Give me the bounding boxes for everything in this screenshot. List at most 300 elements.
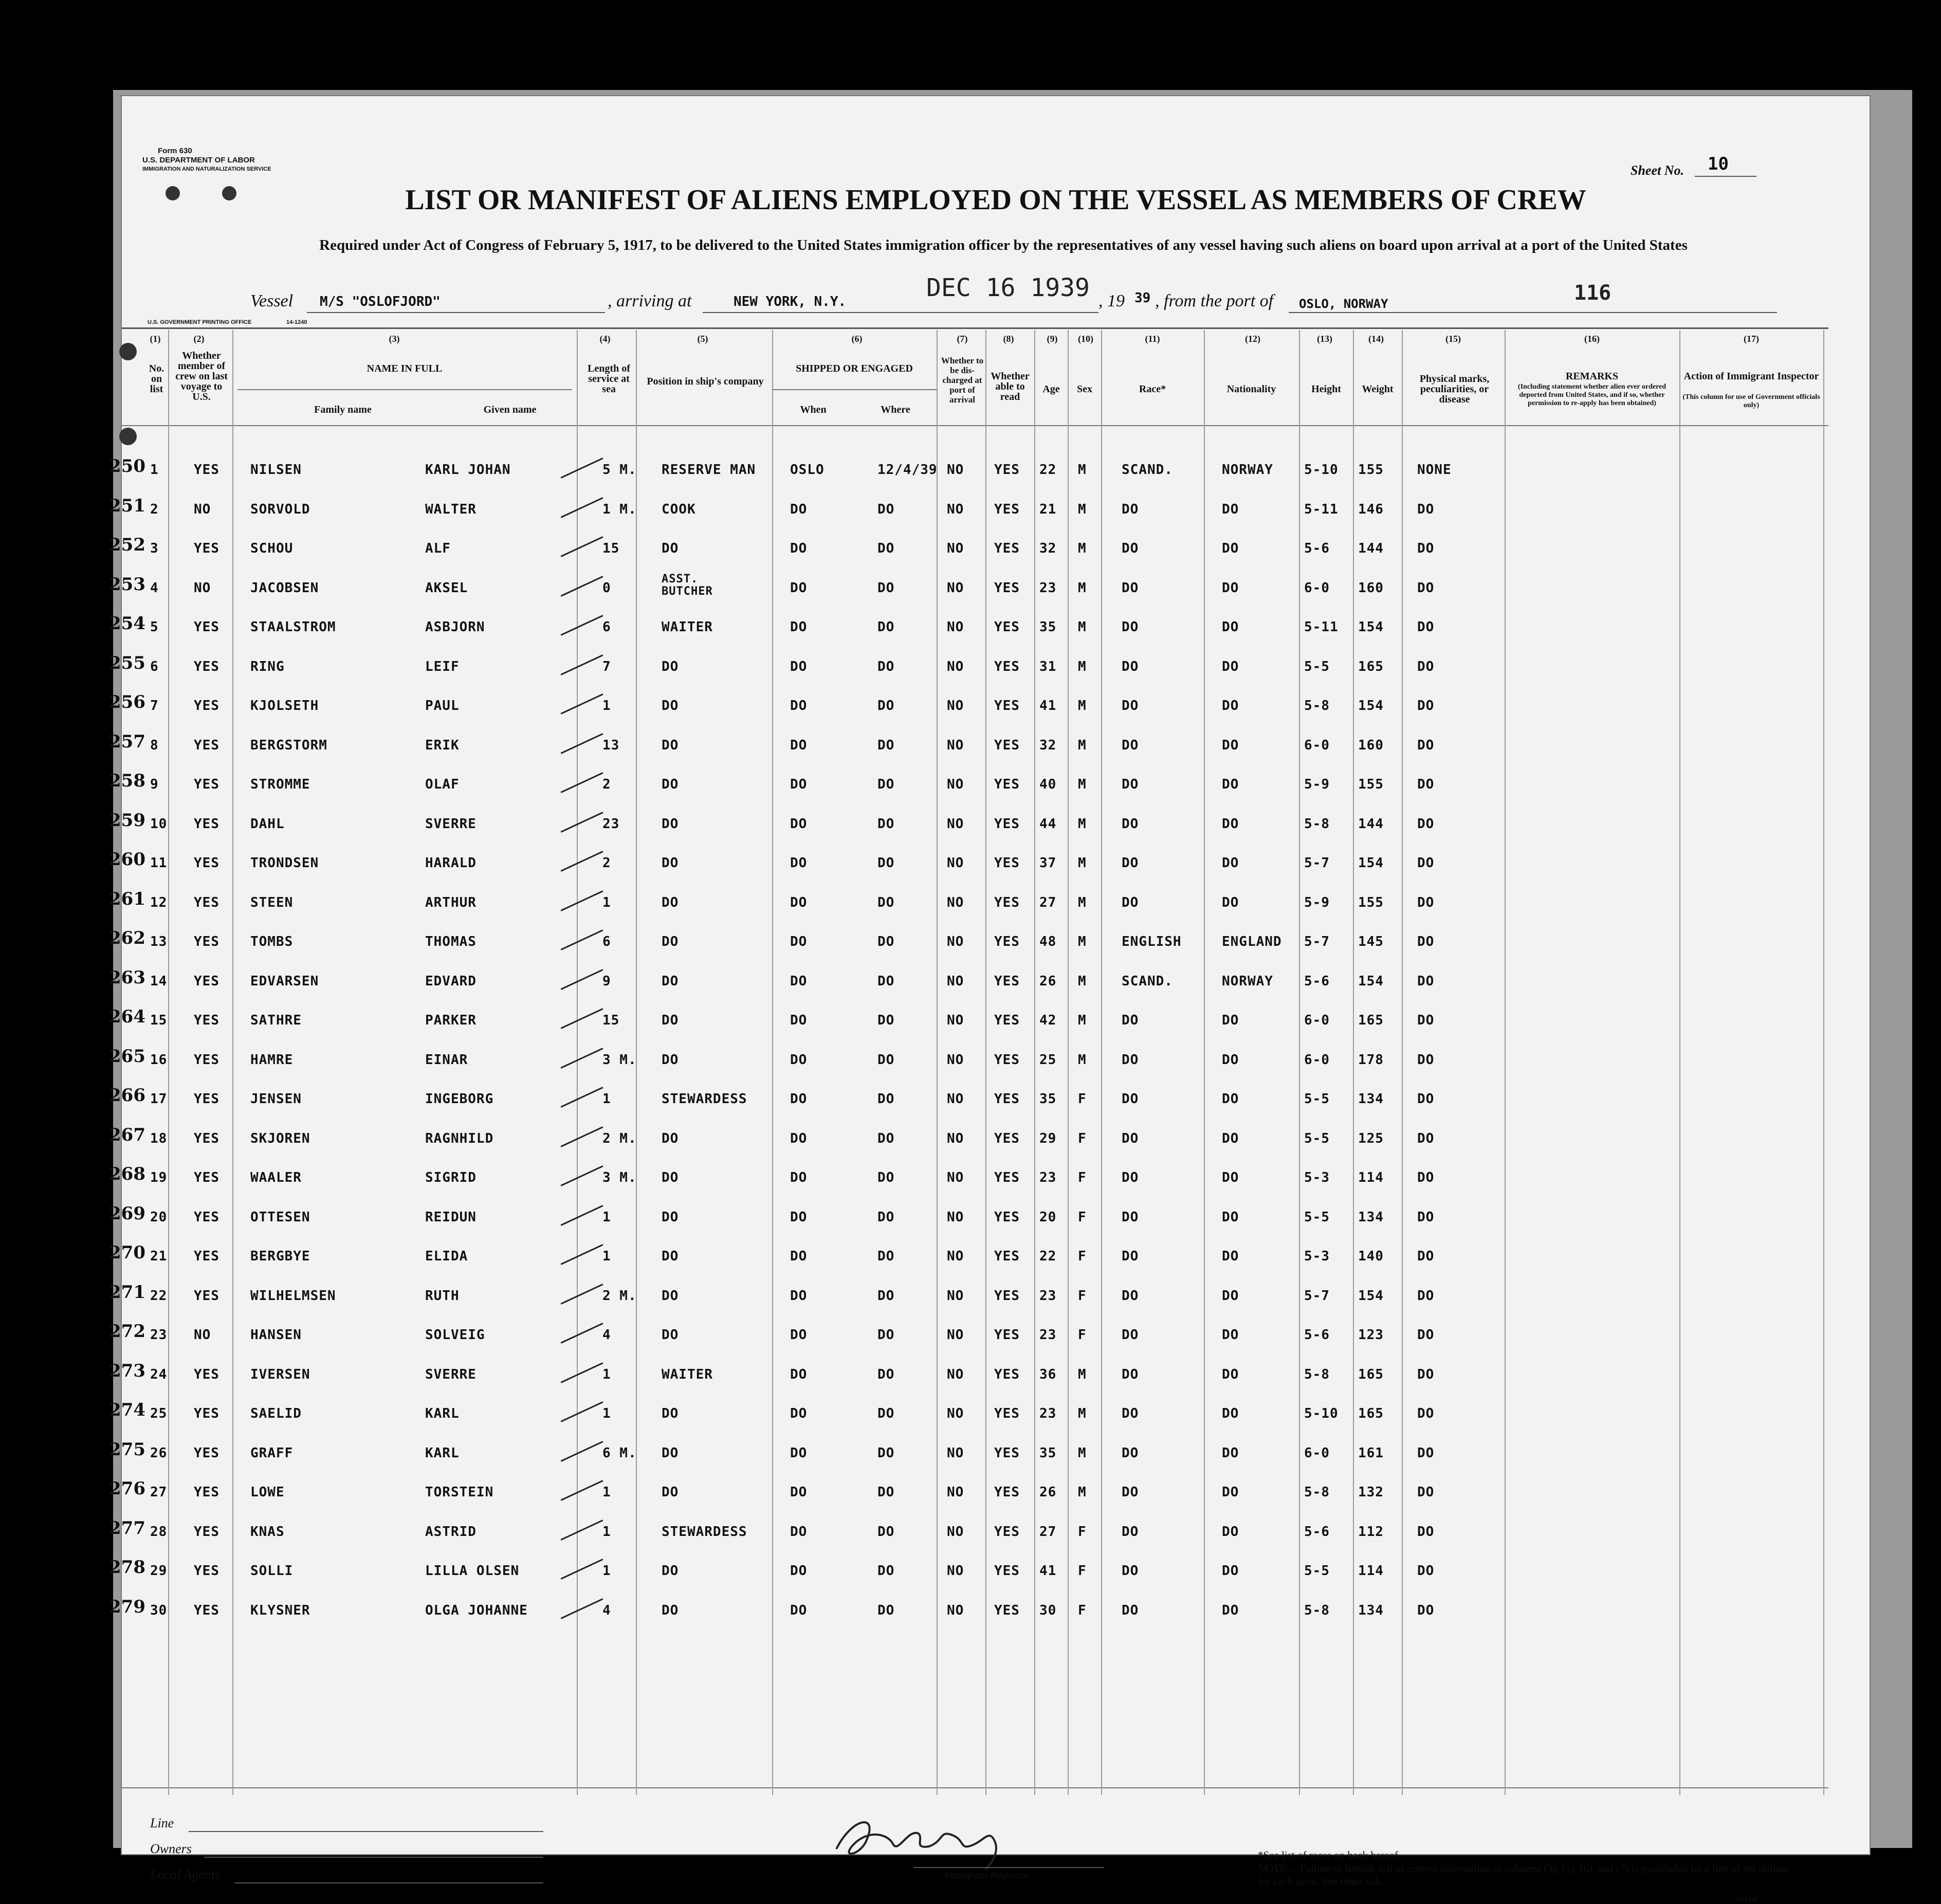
sheet-number-line [1695, 176, 1756, 177]
cell-race: DO [1122, 1052, 1139, 1068]
table-row [109, 1596, 1870, 1634]
cell-weight: 161 [1358, 1445, 1384, 1461]
cell-sex: M [1078, 894, 1087, 910]
cell-height: 5-7 [1304, 934, 1330, 949]
cell-family: GRAFF [250, 1445, 294, 1461]
cell-discharged: NO [947, 777, 964, 792]
cell-given: KARL JOHAN [425, 462, 511, 478]
cell-height: 5-7 [1304, 855, 1330, 871]
cell-age: 31 [1039, 658, 1057, 674]
cell-prev: YES [194, 1013, 219, 1028]
cell-nationality: DO [1222, 1091, 1239, 1107]
cell-age: 40 [1039, 777, 1057, 792]
cell-where: DO [877, 619, 895, 635]
cell-height: 6-0 [1304, 580, 1330, 596]
cell-when: DO [790, 973, 808, 989]
page-subtitle: Required under Act of Congress of February 5, 1917, to be delivered to the United States immigration officer by the representatives of any vessel having such aliens on board upon arrival at a port of the United States [319, 237, 1688, 253]
cell-discharged: NO [947, 1485, 964, 1500]
cell-given: EINAR [425, 1052, 468, 1068]
cell-read: YES [994, 973, 1020, 989]
cell-where: DO [877, 1249, 895, 1264]
cell-position: DO [662, 1406, 679, 1421]
cell-height: 5-7 [1304, 1288, 1330, 1304]
header-when: When [800, 404, 827, 415]
cell-tally: 277 [109, 1517, 145, 1539]
col-num-6: (6) [851, 334, 863, 344]
table-row [109, 849, 1870, 887]
cell-sex: M [1078, 777, 1087, 792]
cell-marks: DO [1417, 1013, 1435, 1028]
table-top-rule [122, 327, 1828, 329]
cell-nationality: DO [1222, 816, 1239, 832]
header-sex: Sex [1077, 383, 1092, 395]
cell-prev: YES [194, 1130, 219, 1146]
cell-race: DO [1122, 1602, 1139, 1618]
cell-when: DO [790, 619, 808, 635]
cell-race: SCAND. [1122, 462, 1173, 478]
cell-service: 4 [602, 1327, 611, 1343]
cell-prev: YES [194, 1288, 219, 1304]
header-age: Age [1042, 383, 1060, 395]
header-remarks: REMARKS [1565, 371, 1619, 382]
cell-race: DO [1122, 580, 1139, 596]
cell-race: DO [1122, 816, 1139, 832]
cell-nationality: DO [1222, 894, 1239, 910]
cell-family: KJOLSETH [250, 698, 319, 713]
header-able-to-read: Whether able to read [991, 371, 1030, 402]
cell-given: EDVARD [425, 973, 477, 989]
check-mark-icon [561, 654, 603, 675]
vessel-name: M/S "OSLOFJORD" [320, 294, 441, 309]
cell-marks: DO [1417, 619, 1435, 635]
cell-given: REIDUN [425, 1209, 477, 1225]
cell-age: 37 [1039, 855, 1057, 871]
cell-where: DO [877, 1445, 895, 1461]
manifest-sheet [109, 95, 1871, 1903]
cell-when: DO [790, 1130, 808, 1146]
cell-tally: 267 [109, 1124, 145, 1145]
arriving-label: , arriving at [608, 291, 692, 310]
header-where: Where [881, 404, 910, 415]
cell-prev: YES [194, 934, 219, 949]
header-no-on-list: No. on list [149, 363, 164, 395]
cell-where: DO [877, 698, 895, 713]
cell-given: ARTHUR [425, 894, 477, 910]
cell-nationality: DO [1222, 777, 1239, 792]
cell-nationality: DO [1222, 1366, 1239, 1382]
date-stamp: DEC 16 1939 [926, 273, 1090, 302]
cell-age: 35 [1039, 619, 1057, 635]
binder-hole-icon [119, 428, 137, 445]
cell-position: WAITER [662, 619, 713, 635]
cell-family: NILSEN [250, 462, 302, 478]
cell-sex: F [1078, 1524, 1087, 1540]
cell-age: 23 [1039, 580, 1057, 596]
cell-read: YES [994, 580, 1020, 596]
cell-family: HAMRE [250, 1052, 294, 1068]
cell-race: DO [1122, 541, 1139, 556]
cell-no: 9 [150, 777, 159, 792]
cell-marks: DO [1417, 934, 1435, 949]
cell-sex: M [1078, 1366, 1087, 1382]
cell-weight: 134 [1358, 1602, 1384, 1618]
cell-marks: DO [1417, 1406, 1435, 1421]
cell-age: 30 [1039, 1602, 1057, 1618]
cell-age: 42 [1039, 1013, 1057, 1028]
cell-marks: DO [1417, 1170, 1435, 1185]
cell-discharged: NO [947, 934, 964, 949]
year-value: 39 [1134, 290, 1151, 306]
cell-height: 6-0 [1304, 1052, 1330, 1068]
check-mark-icon [561, 615, 603, 636]
cell-height: 5-11 [1304, 501, 1339, 517]
cell-where: DO [877, 501, 895, 517]
cell-nationality: DO [1222, 698, 1239, 713]
inspector-label: Immigrant Inspector. [944, 1870, 1031, 1881]
cell-given: SVERRE [425, 1366, 477, 1382]
cell-family: JENSEN [250, 1091, 302, 1107]
cell-weight: 144 [1358, 541, 1384, 556]
cell-tally: 263 [109, 967, 145, 988]
cell-no: 14 [150, 973, 168, 989]
cell-race: DO [1122, 1406, 1139, 1421]
from-port: OSLO, NORWAY [1299, 297, 1388, 311]
check-mark-icon [561, 1087, 603, 1108]
cell-prev: YES [194, 737, 219, 753]
cell-prev: YES [194, 973, 219, 989]
cell-sex: M [1078, 855, 1087, 871]
cell-family: RING [250, 658, 285, 674]
cell-position: STEWARDESS [662, 1091, 747, 1107]
cell-family: SATHRE [250, 1013, 302, 1028]
cell-read: YES [994, 737, 1020, 753]
cell-height: 5-8 [1304, 1602, 1330, 1618]
cell-nationality: DO [1222, 501, 1239, 517]
col-num-17: (17) [1744, 334, 1759, 344]
cell-read: YES [994, 1249, 1020, 1264]
cell-age: 23 [1039, 1406, 1057, 1421]
cell-position: DO [662, 541, 679, 556]
cell-weight: 154 [1358, 973, 1384, 989]
cell-nationality: NORWAY [1222, 462, 1273, 478]
cell-position: DO [662, 1130, 679, 1146]
col-num-15: (15) [1445, 334, 1461, 344]
cell-when: DO [790, 1485, 808, 1500]
cell-sex: F [1078, 1327, 1087, 1343]
cell-tally: 256 [109, 692, 145, 712]
cell-weight: 125 [1358, 1130, 1384, 1146]
cell-when: DO [790, 1524, 808, 1540]
cell-family: TRONDSEN [250, 855, 319, 871]
check-mark-icon [561, 929, 603, 950]
cell-height: 5-9 [1304, 777, 1330, 792]
cell-race: ENGLISH [1122, 934, 1182, 949]
cell-no: 8 [150, 737, 159, 753]
cell-race: DO [1122, 619, 1139, 635]
cell-position: DO [662, 973, 679, 989]
cell-service: 15 [602, 1013, 620, 1028]
cell-tally: 276 [109, 1478, 145, 1499]
cell-weight: 154 [1358, 698, 1384, 713]
cell-no: 16 [150, 1052, 168, 1068]
cell-weight: 160 [1358, 580, 1384, 596]
table-bottom-rule [122, 1787, 1828, 1788]
cell-discharged: NO [947, 1013, 964, 1028]
cell-family: SOLLI [250, 1563, 294, 1579]
cell-where: DO [877, 658, 895, 674]
cell-given: SOLVEIG [425, 1327, 485, 1343]
cell-where: DO [877, 1013, 895, 1028]
check-mark-icon [561, 497, 603, 518]
cell-where: DO [877, 1406, 895, 1421]
cell-marks: DO [1417, 737, 1435, 753]
service-name: IMMIGRATION AND NATURALIZATION SERVICE [142, 166, 271, 172]
cell-no: 28 [150, 1524, 168, 1540]
cell-when: DO [790, 1327, 808, 1343]
cell-when: DO [790, 816, 808, 832]
table-row [109, 888, 1870, 926]
check-mark-icon [561, 812, 603, 833]
check-mark-icon [561, 1559, 603, 1580]
cell-family: SORVOLD [250, 501, 310, 517]
header-position: Position in ship's company [647, 376, 764, 387]
cell-age: 41 [1039, 698, 1057, 713]
cell-discharged: NO [947, 1249, 964, 1264]
table-row [109, 1006, 1870, 1044]
cell-marks: DO [1417, 658, 1435, 674]
col-num-5: (5) [697, 334, 708, 344]
cell-discharged: NO [947, 698, 964, 713]
cell-where: DO [877, 1209, 895, 1225]
cell-height: 5-9 [1304, 894, 1330, 910]
header-height: Height [1311, 383, 1341, 395]
cell-when: DO [790, 698, 808, 713]
col-num-1: (1) [150, 334, 161, 344]
cell-weight: 155 [1358, 462, 1384, 478]
cell-age: 23 [1039, 1327, 1057, 1343]
check-mark-icon [561, 457, 603, 479]
cell-marks: NONE [1417, 462, 1452, 478]
cell-read: YES [994, 1013, 1020, 1028]
cell-family: LOWE [250, 1485, 285, 1500]
cell-race: DO [1122, 777, 1139, 792]
cell-race: DO [1122, 737, 1139, 753]
cell-discharged: NO [947, 541, 964, 556]
cell-position: DO [662, 1209, 679, 1225]
cell-marks: DO [1417, 1209, 1435, 1225]
cell-sex: M [1078, 658, 1087, 674]
table-row [109, 652, 1870, 690]
col-num-7: (7) [957, 334, 968, 344]
cell-marks: DO [1417, 501, 1435, 517]
cell-where: DO [877, 1563, 895, 1579]
cell-service: 3 M. [602, 1052, 637, 1068]
cell-race: DO [1122, 855, 1139, 871]
cell-prev: YES [194, 1249, 219, 1264]
cell-nationality: DO [1222, 1485, 1239, 1500]
vessel-underline [307, 312, 605, 313]
cell-nationality: DO [1222, 1249, 1239, 1264]
table-row [109, 967, 1870, 1005]
header-inspector-note: (This column for use of Government officials only) [1682, 393, 1820, 409]
header-race: Race* [1139, 383, 1166, 395]
check-mark-icon [561, 890, 603, 911]
cell-age: 21 [1039, 501, 1057, 517]
cell-prev: YES [194, 894, 219, 910]
cell-tally: 265 [109, 1046, 145, 1067]
header-physical-marks: Physical marks, peculiarities, or disease [1419, 373, 1490, 405]
cell-position: WAITER [662, 1366, 713, 1382]
check-mark-icon [561, 693, 603, 715]
col-num-10: (10) [1078, 334, 1093, 344]
cell-read: YES [994, 1052, 1020, 1068]
cell-nationality: DO [1222, 1013, 1239, 1028]
cell-family: STROMME [250, 777, 310, 792]
cell-given: SIGRID [425, 1170, 477, 1185]
cell-height: 5-5 [1304, 658, 1330, 674]
cell-when: DO [790, 1563, 808, 1579]
header-nationality: Nationality [1226, 383, 1276, 395]
arriving-underline [703, 312, 1098, 313]
cell-age: 23 [1039, 1288, 1057, 1304]
cell-marks: DO [1417, 1524, 1435, 1540]
check-mark-icon [561, 1048, 603, 1069]
penalty-note: NOTE.—Failure to furnish full or correct information in columns (3), (5), (6), and (7) is punishable by a fine of ten dollars for each alien. See other side. [1258, 1862, 1788, 1888]
cell-given: RAGNHILD [425, 1130, 494, 1146]
cell-marks: DO [1417, 1130, 1435, 1146]
cell-discharged: NO [947, 816, 964, 832]
cell-when: DO [790, 737, 808, 753]
cell-tally: 264 [109, 1006, 145, 1027]
cell-nationality: DO [1222, 1524, 1239, 1540]
cell-nationality: DO [1222, 1130, 1239, 1146]
cell-service: 5 M. [602, 462, 637, 478]
cell-service: 1 [602, 1209, 611, 1225]
cell-discharged: NO [947, 1130, 964, 1146]
cell-given: ASBJORN [425, 619, 485, 635]
cell-where: DO [877, 1091, 895, 1107]
cell-weight: 132 [1358, 1485, 1384, 1500]
cell-service: 6 [602, 934, 611, 949]
check-mark-icon [561, 1008, 603, 1029]
cell-family: JACOBSEN [250, 580, 319, 596]
cell-position: DO [662, 1013, 679, 1028]
cell-no: 1 [150, 462, 159, 478]
check-mark-icon [561, 1362, 603, 1383]
cell-sex: M [1078, 816, 1087, 832]
cell-where: DO [877, 1288, 895, 1304]
cell-race: DO [1122, 1563, 1139, 1579]
check-mark-icon [561, 772, 603, 793]
cell-position: DO [662, 1485, 679, 1500]
cell-sex: F [1078, 1602, 1087, 1618]
cell-tally: 251 [109, 495, 145, 516]
cell-race: SCAND. [1122, 973, 1173, 989]
cell-read: YES [994, 619, 1020, 635]
cell-read: YES [994, 1091, 1020, 1107]
table-row [109, 1400, 1870, 1437]
cell-service: 2 [602, 855, 611, 871]
cell-prev: YES [194, 1209, 219, 1225]
cell-family: TOMBS [250, 934, 294, 949]
col-num-13: (13) [1317, 334, 1332, 344]
table-row [109, 1360, 1870, 1398]
cell-given: INGEBORG [425, 1091, 494, 1107]
cell-nationality: DO [1222, 1209, 1239, 1225]
cell-family: KNAS [250, 1524, 285, 1540]
cell-read: YES [994, 541, 1020, 556]
cell-sex: M [1078, 1445, 1087, 1461]
cell-weight: 165 [1358, 1013, 1384, 1028]
check-mark-icon [561, 1323, 603, 1344]
cell-weight: 123 [1358, 1327, 1384, 1343]
cell-nationality: DO [1222, 541, 1239, 556]
cell-weight: 160 [1358, 737, 1384, 753]
cell-nationality: DO [1222, 658, 1239, 674]
cell-sex: M [1078, 619, 1087, 635]
cell-tally: 268 [109, 1164, 145, 1184]
cell-where: DO [877, 1170, 895, 1185]
cell-service: 1 [602, 1249, 611, 1264]
agents-underline [235, 1882, 543, 1883]
cell-given: HARALD [425, 855, 477, 871]
cell-tally: 274 [109, 1400, 145, 1420]
cell-read: YES [994, 1563, 1020, 1579]
cell-prev: YES [194, 1445, 219, 1461]
cell-where: DO [877, 1524, 895, 1540]
cell-nationality: DO [1222, 1563, 1239, 1579]
cell-service: 1 [602, 1563, 611, 1579]
table-row [109, 810, 1870, 848]
cell-no: 4 [150, 580, 159, 596]
cell-weight: 144 [1358, 816, 1384, 832]
cell-sex: F [1078, 1563, 1087, 1579]
cell-no: 3 [150, 541, 159, 556]
cell-position: DO [662, 1170, 679, 1185]
header-length-of-service: Length of service at sea [588, 363, 630, 395]
cell-weight: 114 [1358, 1170, 1384, 1185]
cell-read: YES [994, 658, 1020, 674]
cell-race: DO [1122, 1288, 1139, 1304]
cell-read: YES [994, 894, 1020, 910]
cell-tally: 259 [109, 810, 145, 831]
cell-given: LILLA OLSEN [425, 1563, 520, 1579]
cell-service: 2 M. [602, 1288, 637, 1304]
cell-height: 5-6 [1304, 541, 1330, 556]
cell-service: 1 [602, 1485, 611, 1500]
table-row [109, 1164, 1870, 1201]
cell-marks: DO [1417, 698, 1435, 713]
cell-service: 1 [602, 698, 611, 713]
cell-race: DO [1122, 1366, 1139, 1382]
footer-print-code: 14-1240 [1736, 1896, 1759, 1903]
cell-where: DO [877, 1130, 895, 1146]
table-row [109, 1203, 1870, 1241]
table-row [109, 495, 1870, 533]
cell-prev: YES [194, 1524, 219, 1540]
cell-service: 15 [602, 541, 620, 556]
table-row [109, 731, 1870, 769]
cell-sex: M [1078, 1013, 1087, 1028]
vessel-label: Vessel [250, 291, 294, 310]
check-mark-icon [561, 1598, 603, 1619]
cell-sex: M [1078, 1406, 1087, 1421]
cell-when: DO [790, 777, 808, 792]
cell-when: OSLO [790, 462, 825, 478]
cell-marks: DO [1417, 1602, 1435, 1618]
cell-no: 18 [150, 1130, 168, 1146]
cell-age: 27 [1039, 894, 1057, 910]
